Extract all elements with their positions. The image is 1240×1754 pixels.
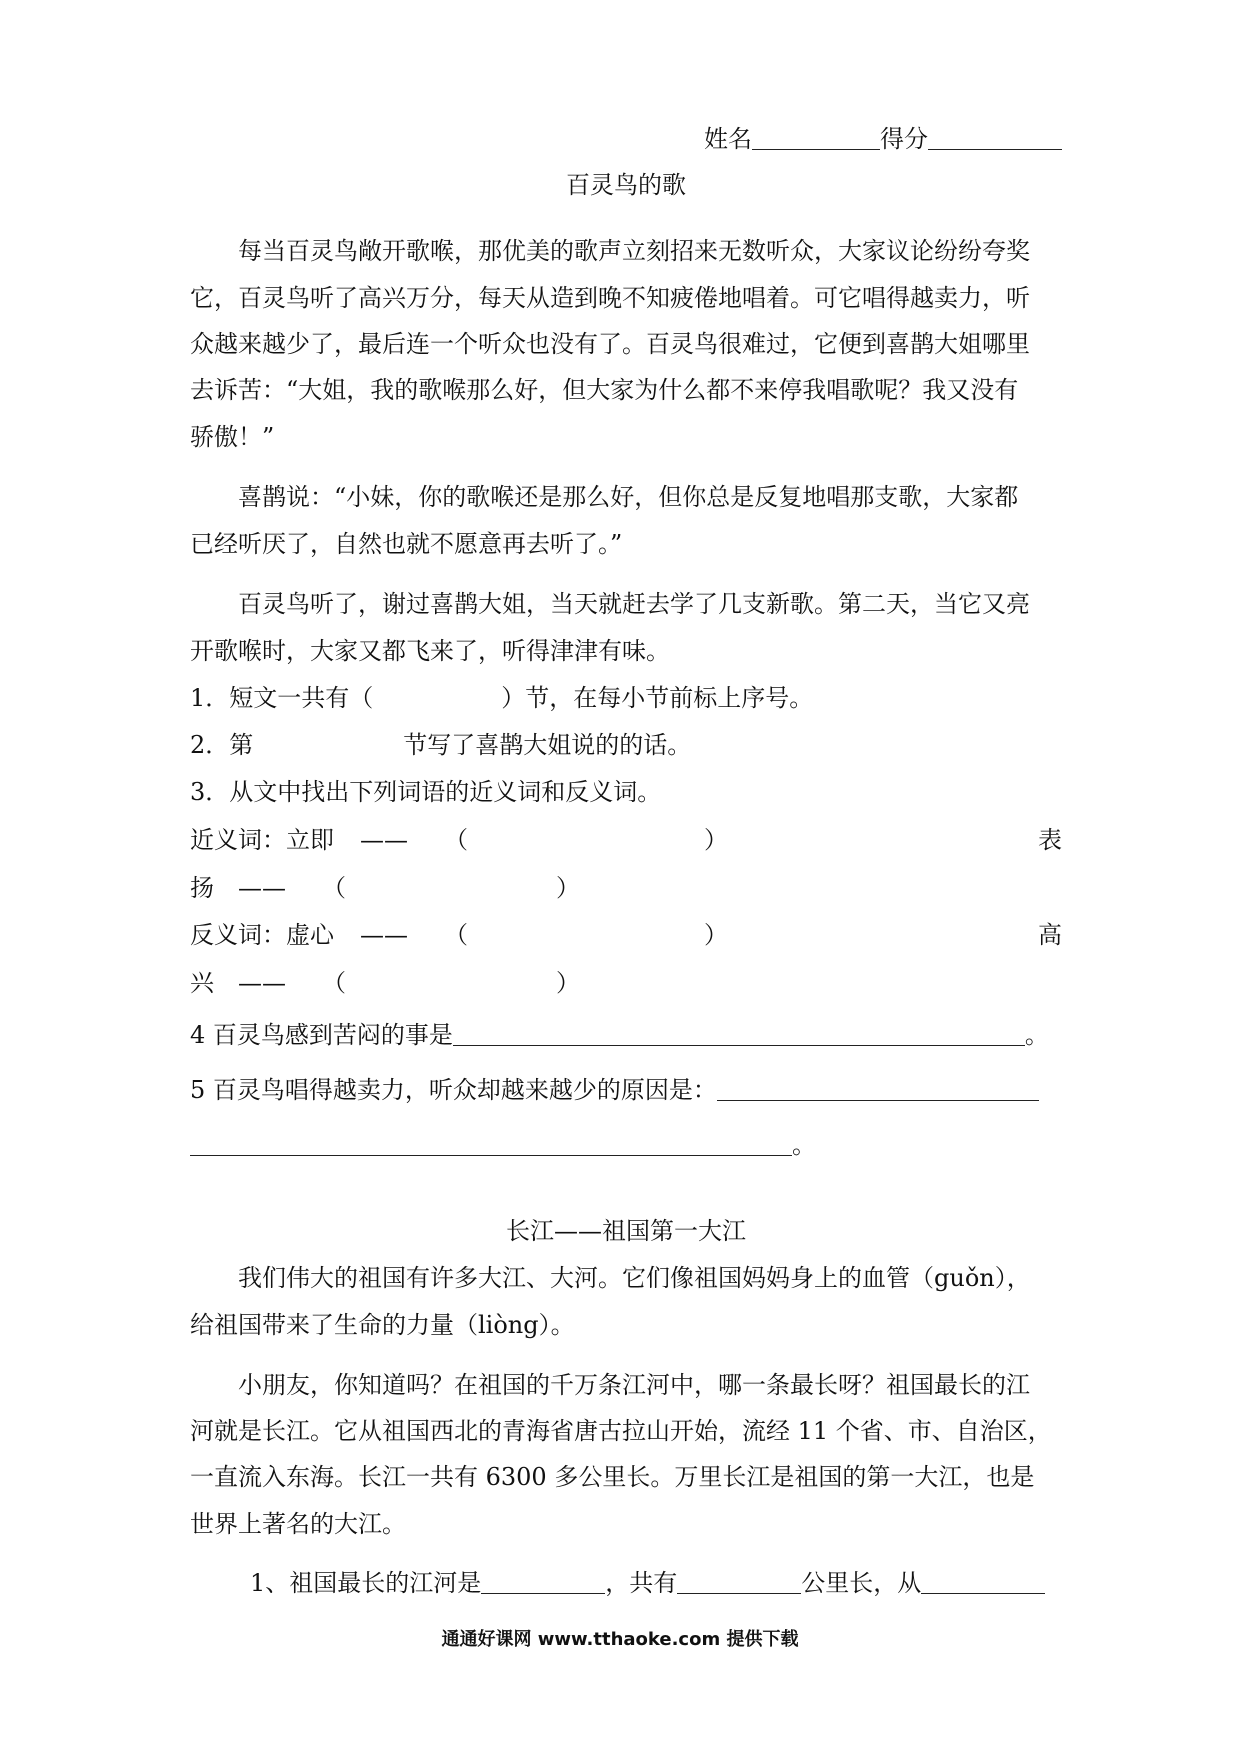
s2q1-blank-1[interactable]: [481, 1569, 605, 1594]
synonym-item-1: [190, 823, 728, 857]
antonym-item-1: [190, 918, 728, 952]
dash: ——: [238, 874, 286, 902]
synonym-word-2-start: 表: [1038, 826, 1062, 854]
story2-line: 一直流入东海。长江一共有 6300 多公里长。万里长江是祖国的第一大江，也是: [190, 1463, 1035, 1491]
close-paren: ）: [704, 921, 728, 949]
open-paren: （: [444, 826, 468, 854]
story1-title: 百灵鸟的歌: [566, 171, 686, 199]
antonym-word-2-end: 兴: [190, 969, 214, 997]
story1-line: 百灵鸟听了，谢过喜鹊大姐，当天就赶去学了几支新歌。第二天，当它又亮: [238, 590, 1030, 618]
story1-line: 每当百灵鸟敞开歌喉，那优美的歌声立刻招来无数听众，大家议论纷纷夸奖: [238, 237, 1030, 265]
story1-line: 已经听厌了，自然也就不愿意再去听了。”: [190, 530, 623, 558]
question-4: [190, 1018, 1062, 1052]
synonym-row: [190, 823, 1062, 857]
story1-line: 众越来越少了，最后连一个听众也没有了。百灵鸟很难过，它便到喜鹊大姐哪里: [190, 330, 1030, 358]
antonym-row: [190, 918, 1062, 952]
score-blank[interactable]: [928, 125, 1062, 150]
question-3: 3．从文中找出下列词语的近义词和反义词。: [190, 778, 662, 806]
synonym-row-cont: [190, 871, 1062, 905]
s2q1-prefix: 1、祖国最长的江河是: [250, 1569, 482, 1597]
name-blank[interactable]: [752, 125, 880, 150]
story1-line: 骄傲！”: [190, 423, 275, 451]
story2-line: 给祖国带来了生命的力量（liòng）。: [190, 1311, 575, 1339]
synonym-label: 近义词：立即: [190, 826, 334, 854]
score-label: 得分: [880, 125, 928, 153]
q5-period: 。: [792, 1131, 816, 1159]
q1-prefix: 1．短文一共有（: [190, 684, 374, 712]
story2-title: 长江——祖国第一大江: [506, 1217, 746, 1245]
q5-answer-line-2[interactable]: [190, 1131, 792, 1156]
q4-text: 4 百灵鸟感到苦闷的事是: [190, 1021, 453, 1049]
question-5-cont: [190, 1128, 1062, 1162]
antonym-row-cont: [190, 966, 1062, 1000]
q5-text: 5 百灵鸟唱得越卖力，听众却越来越少的原因是：: [190, 1076, 717, 1104]
story1-line: 它，百灵鸟听了高兴万分，每天从造到晚不知疲倦地唱着。可它唱得越卖力，听: [190, 284, 1030, 312]
s2q1-tail: 公里长，从: [801, 1569, 922, 1597]
name-label: 姓名: [704, 125, 752, 153]
story2-line: 小朋友，你知道吗？在祖国的千万条江河中，哪一条最长呀？祖国最长的江: [238, 1371, 1030, 1399]
dash: ——: [360, 921, 408, 949]
dash: ——: [238, 969, 286, 997]
story1-line: 开歌喉时，大家又都飞来了，听得津津有味。: [190, 637, 670, 665]
s2q1-blank-3[interactable]: [921, 1569, 1045, 1594]
question-2: [190, 728, 1062, 762]
q5-answer-line-1[interactable]: [717, 1076, 1039, 1101]
question-5: [190, 1073, 1062, 1107]
footer-credit: 通通好课网 www.tthaoke.com 提供下载: [441, 1629, 799, 1650]
q4-period: 。: [1024, 1021, 1049, 1049]
antonym-word-2-start: 高: [1038, 921, 1062, 949]
open-paren: （: [322, 874, 346, 902]
close-paren: ）: [556, 874, 580, 902]
open-paren: （: [444, 921, 468, 949]
close-paren: ）: [556, 969, 580, 997]
antonym-label: 反义词：虚心: [190, 921, 334, 949]
q1-suffix: ）节，在每小节前标上序号。: [501, 684, 814, 712]
open-paren: （: [322, 969, 346, 997]
s2q1-blank-2[interactable]: [677, 1569, 801, 1594]
story2-line: 河就是长江。它从祖国西北的青海省唐古拉山开始，流经 11 个省、市、自治区，: [190, 1417, 1052, 1445]
story2-line: 我们伟大的祖国有许多大江、大河。它们像祖国妈妈身上的血管（guǒn），: [238, 1264, 1031, 1292]
s2q1-mid: ，共有: [605, 1569, 678, 1597]
name-score-row: [190, 122, 1062, 156]
story1-line: 喜鹊说：“小妹，你的歌喉还是那么好，但你总是反复地唱那支歌，大家都: [238, 483, 1019, 511]
q4-answer-line[interactable]: [453, 1021, 1025, 1046]
story1-line: 去诉苦：“大姐，我的歌喉那么好，但大家为什么都不来停我唱歌呢？我又没有: [190, 376, 1019, 404]
close-paren: ）: [704, 826, 728, 854]
synonym-word-2-end: 扬: [190, 874, 214, 902]
question-1: [190, 681, 1062, 715]
q2-suffix: 节写了喜鹊大姐说的的话。: [403, 731, 692, 759]
story2-line: 世界上著名的大江。: [190, 1510, 406, 1538]
q2-prefix: 2．第: [190, 731, 254, 759]
dash: ——: [360, 826, 408, 854]
story2-question-1: [190, 1566, 1062, 1600]
